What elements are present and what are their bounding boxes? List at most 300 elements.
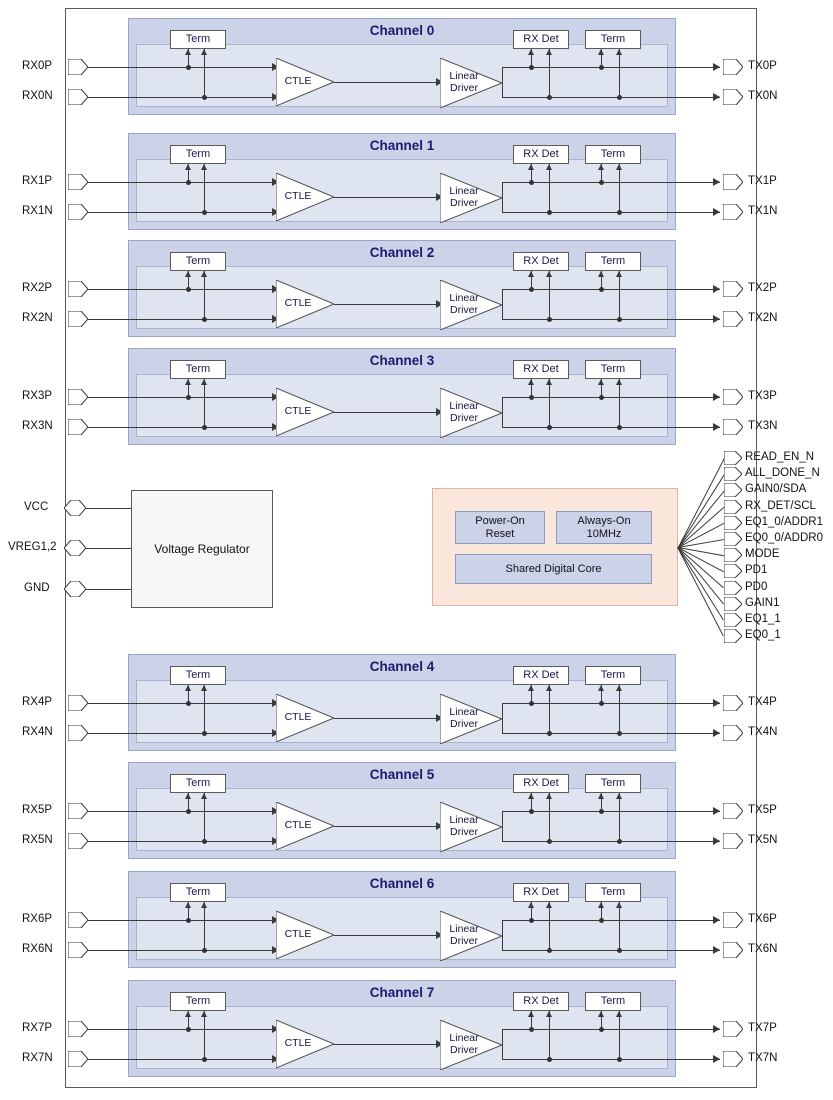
junction-dot xyxy=(617,731,622,736)
pin-label-TX7P: TX7P xyxy=(748,1022,777,1034)
ctle-out-line-7 xyxy=(334,1044,436,1045)
pin-label-TX0P: TX0P xyxy=(748,60,777,72)
linear-driver-label2-7: Driver xyxy=(450,1044,478,1056)
junction-dot xyxy=(202,95,207,100)
tx-p-arrow-5 xyxy=(713,807,720,815)
junction-dot xyxy=(529,701,534,706)
rx-p-line-6 xyxy=(88,920,278,921)
junction-dot xyxy=(547,95,552,100)
term-arrow-7 xyxy=(201,1011,207,1017)
junction-dot xyxy=(599,809,604,814)
tx-p-line-7 xyxy=(502,1029,720,1030)
tx-n-arrow-5 xyxy=(713,837,720,845)
term2-arrow-4 xyxy=(616,685,622,691)
term-leg-1 xyxy=(204,164,205,212)
pin-label-RX-DET-SCL: RX_DET/SCL xyxy=(745,499,816,512)
pin-label-TX3N: TX3N xyxy=(748,420,778,432)
tx-n-line-6 xyxy=(502,950,720,951)
rx-p-line-2 xyxy=(88,289,278,290)
pin-RX2N xyxy=(68,311,88,332)
pin-label-TX3P: TX3P xyxy=(748,390,777,402)
junction-dot xyxy=(599,1027,604,1032)
term-output-6: Term xyxy=(585,883,641,902)
rxdet-leg-2 xyxy=(549,271,550,319)
junction-dot xyxy=(202,317,207,322)
term2-arrow-6 xyxy=(616,902,622,908)
junction-dot xyxy=(186,1027,191,1032)
pin-label-ALL-DONE-N: ALL_DONE_N xyxy=(745,467,820,480)
tx-split-1 xyxy=(502,182,503,212)
term2-arrow-5 xyxy=(616,793,622,799)
pin-RX5P xyxy=(68,803,88,824)
pin-label-RX7N: RX7N xyxy=(22,1052,53,1064)
junction-dot xyxy=(547,210,552,215)
pin-label-TX1N: TX1N xyxy=(748,205,778,217)
pin-TX6P xyxy=(723,912,743,933)
pin-TX2N xyxy=(723,311,743,332)
junction-dot xyxy=(529,918,534,923)
pin-TX1P xyxy=(723,174,743,195)
term-arrow-3 xyxy=(185,379,191,385)
tx-p-line-4 xyxy=(502,703,720,704)
pin-label-RX3P: RX3P xyxy=(22,390,53,402)
pin-RX4P xyxy=(68,695,88,716)
tx-p-line-2 xyxy=(502,289,720,290)
rx-det-3: RX Det xyxy=(513,360,569,379)
term-leg-5 xyxy=(204,793,205,841)
rx-p-line-0 xyxy=(88,67,278,68)
term-leg-4 xyxy=(204,685,205,733)
channel-title-6: Channel 6 xyxy=(369,876,435,891)
ctle-label-5: CTLE xyxy=(284,819,312,831)
term-output-0: Term xyxy=(585,30,641,49)
pin-label-TX6P: TX6P xyxy=(748,913,777,925)
junction-dot xyxy=(547,317,552,322)
term2-arrow-5 xyxy=(598,793,604,799)
pin-label-RX0P: RX0P xyxy=(22,60,53,72)
rxdet-arrow-3 xyxy=(528,379,534,385)
junction-dot xyxy=(202,731,207,736)
junction-dot xyxy=(599,918,604,923)
pin-RX3N xyxy=(68,419,88,440)
pin-label-RX5N: RX5N xyxy=(22,834,53,846)
power-on-reset-block xyxy=(455,511,545,544)
pin-TX3P xyxy=(723,389,743,410)
rxdet-arrow-6 xyxy=(546,902,552,908)
term-arrow-6 xyxy=(185,902,191,908)
linear-driver-label-3: Linear xyxy=(449,400,479,412)
term2-arrow-0 xyxy=(598,49,604,55)
rxdet-leg-5 xyxy=(549,793,550,841)
tx-p-line-6 xyxy=(502,920,720,921)
pin-TX7N xyxy=(723,1051,743,1072)
term-output-5: Term xyxy=(585,774,641,793)
tx-n-arrow-0 xyxy=(713,93,720,101)
pin-label-EQ0-0-ADDR0: EQ0_0/ADDR0 xyxy=(745,532,823,544)
tx-n-line-3 xyxy=(502,427,720,428)
power-line-0 xyxy=(86,508,131,509)
tx-n-arrow-3 xyxy=(713,423,720,431)
rx-det-2: RX Det xyxy=(513,252,569,271)
power-line-2 xyxy=(86,589,131,590)
tx-n-arrow-4 xyxy=(713,729,720,737)
junction-dot xyxy=(186,287,191,292)
term-arrow-4 xyxy=(201,685,207,691)
always-on-10mhz-block xyxy=(556,511,652,544)
junction-dot xyxy=(186,809,191,814)
tx-n-line-4 xyxy=(502,733,720,734)
rxdet-arrow-5 xyxy=(528,793,534,799)
pin-label-TX5P: TX5P xyxy=(748,804,777,816)
pin-RX0P xyxy=(68,59,88,80)
junction-dot xyxy=(202,1057,207,1062)
rxdet-leg-6 xyxy=(549,902,550,950)
rx-p-line-5 xyxy=(88,811,278,812)
pin-RX7P xyxy=(68,1021,88,1042)
channel-title-3: Channel 3 xyxy=(369,353,435,368)
junction-dot xyxy=(617,210,622,215)
pin-label-TX4N: TX4N xyxy=(748,726,778,738)
junction-dot xyxy=(186,701,191,706)
term2-arrow-3 xyxy=(616,379,622,385)
junction-dot xyxy=(599,180,604,185)
rxdet-arrow-7 xyxy=(528,1011,534,1017)
junction-dot xyxy=(617,95,622,100)
linear-driver-label2-5: Driver xyxy=(450,826,478,838)
tx-p-arrow-3 xyxy=(713,393,720,401)
junction-dot xyxy=(617,425,622,430)
pin-label-TX2N: TX2N xyxy=(748,312,778,324)
rx-n-line-5 xyxy=(88,841,278,842)
pin-label-RX2N: RX2N xyxy=(22,312,53,324)
tx-split-7 xyxy=(502,1029,503,1059)
junction-dot xyxy=(186,180,191,185)
junction-dot xyxy=(202,425,207,430)
linear-driver-label-6: Linear xyxy=(449,923,479,935)
pin-label-RX0N: RX0N xyxy=(22,90,53,102)
linear-driver-label-5: Linear xyxy=(449,814,479,826)
ctle-label-2: CTLE xyxy=(284,297,312,309)
linear-driver-label2-0: Driver xyxy=(450,82,478,94)
rx-p-line-7 xyxy=(88,1029,278,1030)
ctle-label-3: CTLE xyxy=(284,405,312,417)
tx-p-arrow-4 xyxy=(713,699,720,707)
rxdet-arrow-4 xyxy=(546,685,552,691)
linear-driver-label-0: Linear xyxy=(449,70,479,82)
pin-label-GND: GND xyxy=(24,582,50,594)
term-input-6: Term xyxy=(170,883,226,902)
pin-RX1P xyxy=(68,174,88,195)
tx-n-line-1 xyxy=(502,212,720,213)
junction-dot xyxy=(599,287,604,292)
tx-n-arrow-7 xyxy=(713,1055,720,1063)
tx-p-arrow-0 xyxy=(713,63,720,71)
term-output-1: Term xyxy=(585,145,641,164)
pin-RX5N xyxy=(68,833,88,854)
junction-dot xyxy=(617,317,622,322)
pin-TX7P xyxy=(723,1021,743,1042)
term2-leg-6 xyxy=(619,902,620,950)
rxdet-leg-1 xyxy=(549,164,550,212)
pin-label-RX6P: RX6P xyxy=(22,913,53,925)
pin-label-RX1P: RX1P xyxy=(22,175,53,187)
ctle-label-0: CTLE xyxy=(284,75,312,87)
ctle-label-6: CTLE xyxy=(284,928,312,940)
pin-label-VREG1-2: VREG1,2 xyxy=(8,541,57,553)
tx-n-line-5 xyxy=(502,841,720,842)
junction-dot xyxy=(547,731,552,736)
pin-EQ0-1 xyxy=(724,629,742,648)
rxdet-arrow-2 xyxy=(546,271,552,277)
term-arrow-3 xyxy=(201,379,207,385)
rxdet-leg-0 xyxy=(549,49,550,97)
ctle-out-line-3 xyxy=(334,412,436,413)
pin-label-MODE: MODE xyxy=(745,548,780,561)
junction-dot xyxy=(599,65,604,70)
pin-label-PD1: PD1 xyxy=(745,564,768,577)
rx-n-line-4 xyxy=(88,733,278,734)
tx-split-2 xyxy=(502,289,503,319)
rx-n-line-0 xyxy=(88,97,278,98)
pin-label-RX4P: RX4P xyxy=(22,696,53,708)
junction-dot xyxy=(529,395,534,400)
junction-dot xyxy=(529,65,534,70)
power-on-reset-label: Power-On Reset xyxy=(475,514,525,540)
tx-n-arrow-1 xyxy=(713,208,720,216)
term-arrow-2 xyxy=(201,271,207,277)
term-input-5: Term xyxy=(170,774,226,793)
term-leg-2 xyxy=(204,271,205,319)
term2-arrow-2 xyxy=(598,271,604,277)
tx-p-line-1 xyxy=(502,182,720,183)
rx-det-4: RX Det xyxy=(513,666,569,685)
term2-arrow-3 xyxy=(598,379,604,385)
junction-dot xyxy=(529,287,534,292)
pin-label-GAIN1: GAIN1 xyxy=(745,596,780,609)
term-leg-7 xyxy=(204,1011,205,1059)
tx-p-arrow-1 xyxy=(713,178,720,186)
rx-p-line-3 xyxy=(88,397,278,398)
pin-TX5P xyxy=(723,803,743,824)
pin-TX3N xyxy=(723,419,743,440)
term2-leg-5 xyxy=(619,793,620,841)
junction-dot xyxy=(186,395,191,400)
rx-det-0: RX Det xyxy=(513,30,569,49)
rx-n-line-7 xyxy=(88,1059,278,1060)
junction-dot xyxy=(529,1027,534,1032)
rx-p-line-4 xyxy=(88,703,278,704)
pin-label-RX3N: RX3N xyxy=(22,420,53,432)
tx-split-0 xyxy=(502,67,503,97)
rxdet-arrow-4 xyxy=(528,685,534,691)
rxdet-arrow-7 xyxy=(546,1011,552,1017)
pin-label-TX6N: TX6N xyxy=(748,943,778,955)
tx-split-5 xyxy=(502,811,503,841)
term2-leg-7 xyxy=(619,1011,620,1059)
pin-RX4N xyxy=(68,725,88,746)
term-input-4: Term xyxy=(170,666,226,685)
pin-TX4N xyxy=(723,725,743,746)
term-input-1: Term xyxy=(170,145,226,164)
term-output-2: Term xyxy=(585,252,641,271)
pin-RX7N xyxy=(68,1051,88,1072)
tx-p-arrow-7 xyxy=(713,1025,720,1033)
pin-label-PD0: PD0 xyxy=(745,580,768,593)
ctle-label-7: CTLE xyxy=(284,1037,312,1049)
term2-arrow-7 xyxy=(598,1011,604,1017)
pin-label-RX5P: RX5P xyxy=(22,804,53,816)
rx-det-1: RX Det xyxy=(513,145,569,164)
term-output-3: Term xyxy=(585,360,641,379)
rxdet-arrow-1 xyxy=(546,164,552,170)
pin-TX0N xyxy=(723,89,743,110)
rxdet-leg-4 xyxy=(549,685,550,733)
pin-label-RX2P: RX2P xyxy=(22,282,53,294)
pin-label-VCC: VCC xyxy=(24,501,49,513)
term-arrow-6 xyxy=(201,902,207,908)
linear-driver-label-1: Linear xyxy=(449,185,479,197)
term2-leg-4 xyxy=(619,685,620,733)
junction-dot xyxy=(617,948,622,953)
pin-label-TX7N: TX7N xyxy=(748,1052,778,1064)
pin-RX2P xyxy=(68,281,88,302)
pin-label-TX5N: TX5N xyxy=(748,834,778,846)
junction-dot xyxy=(202,839,207,844)
rxdet-leg-3 xyxy=(549,379,550,427)
term-input-0: Term xyxy=(170,30,226,49)
channel-title-7: Channel 7 xyxy=(369,985,435,1000)
rx-n-line-6 xyxy=(88,950,278,951)
tx-n-arrow-6 xyxy=(713,946,720,954)
linear-driver-label2-2: Driver xyxy=(450,304,478,316)
pin-label-TX0N: TX0N xyxy=(748,90,778,102)
term2-arrow-2 xyxy=(616,271,622,277)
rx-n-line-2 xyxy=(88,319,278,320)
pin-label-RX6N: RX6N xyxy=(22,943,53,955)
pin-label-TX2P: TX2P xyxy=(748,282,777,294)
junction-dot xyxy=(202,210,207,215)
rxdet-arrow-0 xyxy=(528,49,534,55)
pin-TX1N xyxy=(723,204,743,225)
pin-label-TX1P: TX1P xyxy=(748,175,777,187)
tx-p-line-3 xyxy=(502,397,720,398)
tx-p-arrow-2 xyxy=(713,285,720,293)
tx-n-arrow-2 xyxy=(713,315,720,323)
term-arrow-0 xyxy=(201,49,207,55)
term2-leg-3 xyxy=(619,379,620,427)
ctle-label-4: CTLE xyxy=(284,711,312,723)
term-arrow-0 xyxy=(185,49,191,55)
term2-arrow-1 xyxy=(598,164,604,170)
junction-dot xyxy=(186,918,191,923)
pin-label-READ-EN-N: READ_EN_N xyxy=(745,451,815,463)
pin-TX4P xyxy=(723,695,743,716)
rxdet-arrow-6 xyxy=(528,902,534,908)
digital-core-region xyxy=(432,488,678,606)
rxdet-leg-7 xyxy=(549,1011,550,1059)
term-input-3: Term xyxy=(170,360,226,379)
term-arrow-1 xyxy=(185,164,191,170)
ctle-out-line-1 xyxy=(334,197,436,198)
pin-label-EQ1-0-ADDR1: EQ1_0/ADDR1 xyxy=(745,515,823,528)
term-leg-3 xyxy=(204,379,205,427)
pin-TX2P xyxy=(723,281,743,302)
channel-title-5: Channel 5 xyxy=(369,767,435,782)
term-input-7: Term xyxy=(170,992,226,1011)
tx-n-line-7 xyxy=(502,1059,720,1060)
tx-n-line-2 xyxy=(502,319,720,320)
pin-label-GAIN0-SDA: GAIN0/SDA xyxy=(745,483,807,496)
junction-dot xyxy=(202,948,207,953)
tx-p-line-5 xyxy=(502,811,720,812)
ctle-out-line-6 xyxy=(334,935,436,936)
term2-arrow-0 xyxy=(616,49,622,55)
term-output-7: Term xyxy=(585,992,641,1011)
linear-driver-label2-3: Driver xyxy=(450,412,478,424)
rx-det-7: RX Det xyxy=(513,992,569,1011)
junction-dot xyxy=(599,701,604,706)
junction-dot xyxy=(186,65,191,70)
term2-leg-1 xyxy=(619,164,620,212)
ctle-out-line-2 xyxy=(334,304,436,305)
pin-RX6P xyxy=(68,912,88,933)
ctle-out-line-0 xyxy=(334,82,436,83)
tx-p-line-0 xyxy=(502,67,720,68)
term2-leg-2 xyxy=(619,271,620,319)
pin-label-EQ1-1: EQ1_1 xyxy=(745,613,781,625)
pin-VCC xyxy=(64,500,86,521)
pin-label-TX4P: TX4P xyxy=(748,696,777,708)
term-input-2: Term xyxy=(170,252,226,271)
pin-RX1N xyxy=(68,204,88,225)
term2-leg-0 xyxy=(619,49,620,97)
pin-label-RX1N: RX1N xyxy=(22,205,53,217)
rx-n-line-1 xyxy=(88,212,278,213)
channel-title-4: Channel 4 xyxy=(369,659,435,674)
tx-split-4 xyxy=(502,703,503,733)
linear-driver-label-2: Linear xyxy=(449,292,479,304)
tx-split-3 xyxy=(502,397,503,427)
rx-p-line-1 xyxy=(88,182,278,183)
linear-driver-label2-4: Driver xyxy=(450,718,478,730)
term-arrow-5 xyxy=(185,793,191,799)
power-line-1 xyxy=(86,548,131,549)
junction-dot xyxy=(547,1057,552,1062)
term2-arrow-6 xyxy=(598,902,604,908)
term2-arrow-4 xyxy=(598,685,604,691)
pin-TX5N xyxy=(723,833,743,854)
junction-dot xyxy=(617,839,622,844)
channel-title-1: Channel 1 xyxy=(369,138,435,153)
voltage-regulator-block: Voltage Regulator xyxy=(131,490,273,608)
pin-VREG1-2 xyxy=(64,540,86,561)
term2-arrow-1 xyxy=(616,164,622,170)
pin-TX6N xyxy=(723,942,743,963)
junction-dot xyxy=(547,839,552,844)
rxdet-arrow-1 xyxy=(528,164,534,170)
tx-n-line-0 xyxy=(502,97,720,98)
term-leg-0 xyxy=(204,49,205,97)
junction-dot xyxy=(547,948,552,953)
rxdet-arrow-5 xyxy=(546,793,552,799)
linear-driver-label-4: Linear xyxy=(449,706,479,718)
term-arrow-2 xyxy=(185,271,191,277)
rx-det-5: RX Det xyxy=(513,774,569,793)
term2-arrow-7 xyxy=(616,1011,622,1017)
channel-title-2: Channel 2 xyxy=(369,245,435,260)
pin-RX0N xyxy=(68,89,88,110)
junction-dot xyxy=(529,809,534,814)
